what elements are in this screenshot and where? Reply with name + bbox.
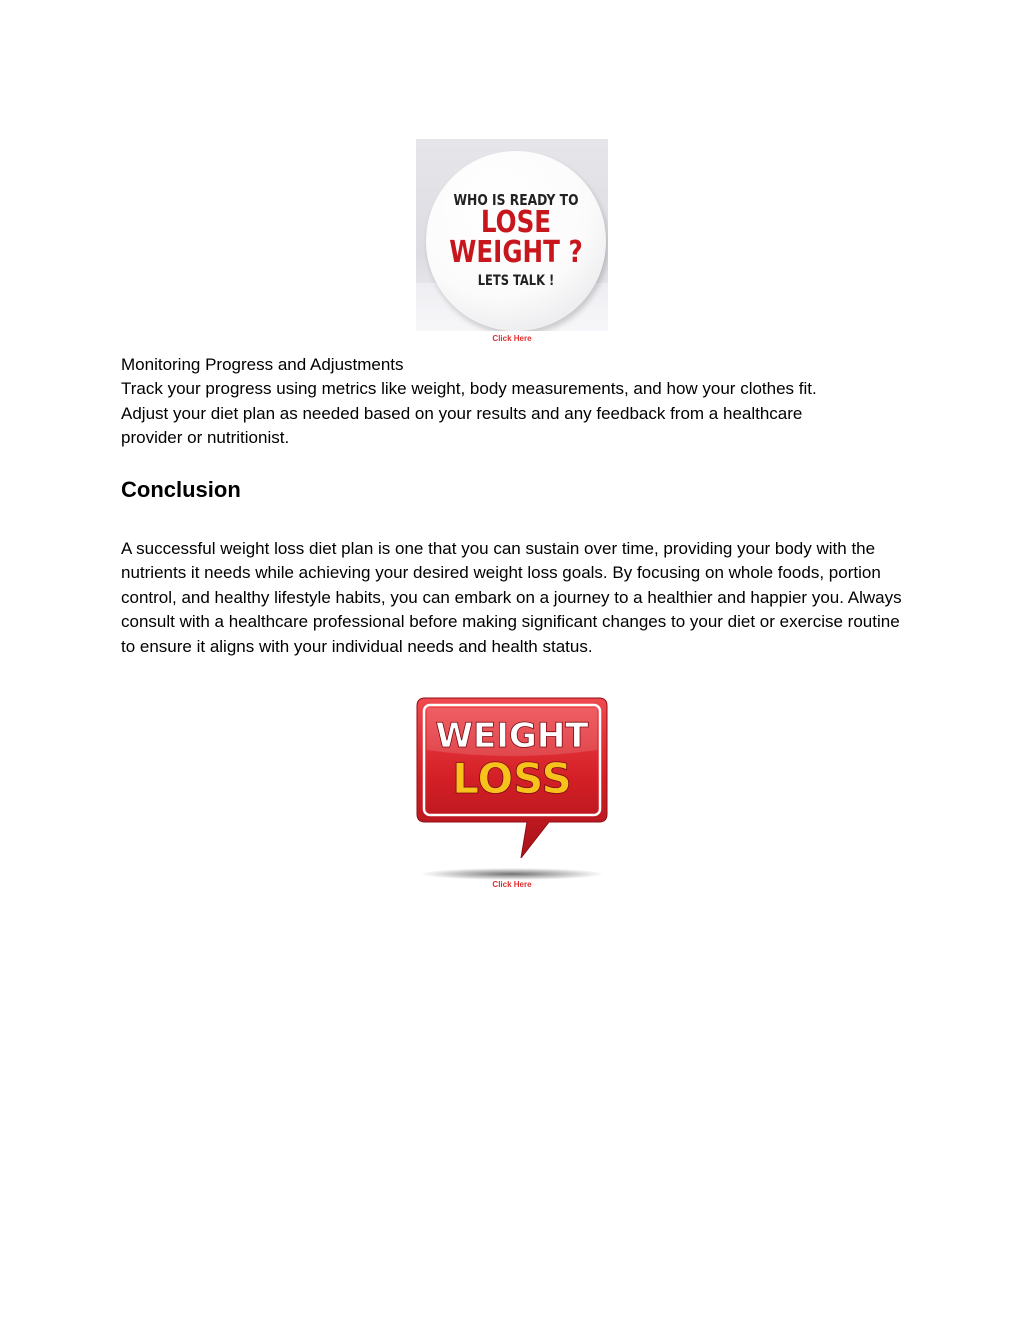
click-here-link-1[interactable]: Click Here (492, 334, 532, 343)
weight-loss-bubble-image[interactable] (413, 690, 611, 890)
badge-line-3: WEIGHT ? (449, 235, 583, 270)
monitoring-paragraph (121, 353, 911, 451)
badge-line-2: LOSE (480, 205, 552, 240)
bubble-word-weight: WEIGHT (435, 716, 589, 756)
badge-text (442, 151, 590, 331)
bubble-word-loss: LOSS (452, 754, 572, 803)
paragraph-line: Adjust your diet plan as needed based on your results and any feedback from a healthcare (121, 403, 803, 423)
click-here-link-2[interactable]: Click Here (492, 880, 532, 889)
conclusion-heading: Conclusion (121, 477, 241, 502)
conclusion-paragraph: A successful weight loss diet plan is one that you can sustain over time, providing your body with the nutrients it needs while achieving your desired weight loss goals. By focusing on whole foods, portion control, and healthy lifestyle habits, you can embark on a journey to a healthier and happier you. Always consult with a healthcare professional before making significant changes to your diet or exercise routine to ensure it aligns with your individual needs and health status. (121, 539, 902, 656)
lose-weight-badge-image[interactable] (416, 139, 608, 331)
badge-line-1: WHO IS READY TO (453, 191, 579, 209)
paragraph-line: provider or nutritionist. (121, 428, 290, 448)
paragraph-line: Monitoring Progress and Adjustments (121, 355, 404, 374)
paragraph-line: Track your progress using metrics like weight, body measurements, and how your clothes fit. (121, 379, 817, 399)
badge-line-4: LETS TALK ! (477, 273, 555, 289)
